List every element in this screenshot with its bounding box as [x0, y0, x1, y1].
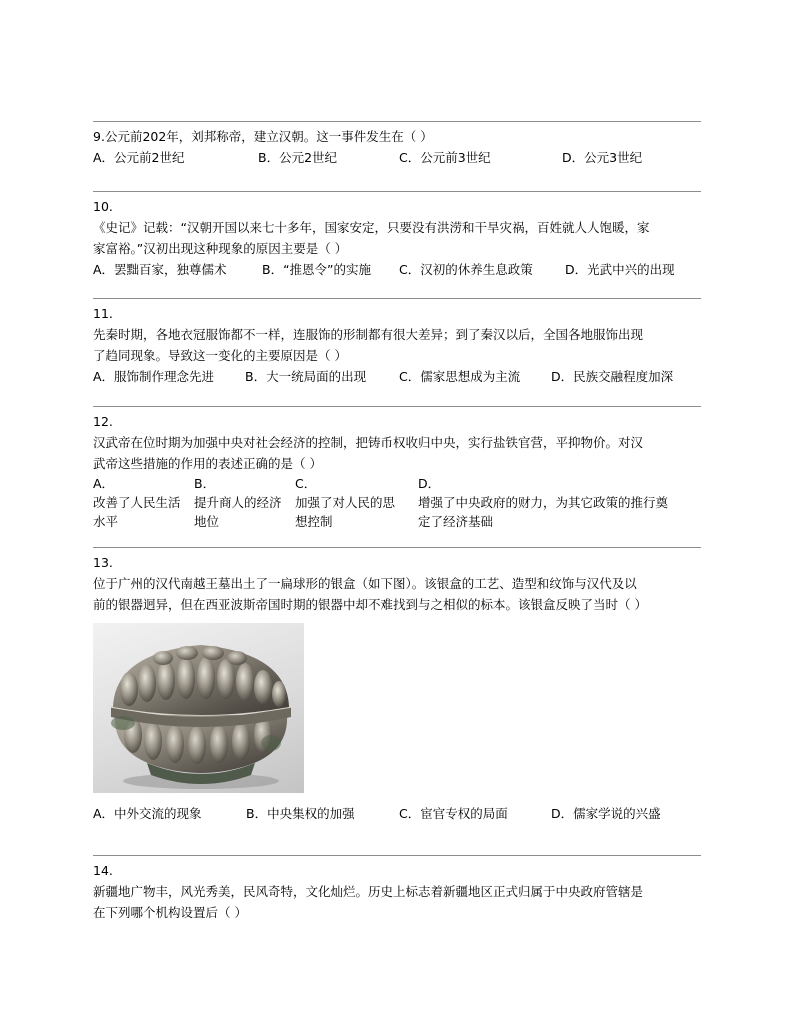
option-a[interactable]: [93, 474, 193, 531]
question-10: [93, 191, 701, 280]
option-b[interactable]: B．“推恩令”的实施: [262, 262, 372, 277]
option-grid: [93, 474, 701, 538]
option-letter: C．: [295, 476, 317, 491]
option-letter: A．: [93, 476, 115, 491]
option-c[interactable]: C．宦官专权的局面: [399, 806, 508, 821]
question-number: 12.: [93, 414, 113, 429]
separator-rule: [93, 406, 701, 407]
option-c[interactable]: C．公元前3世纪: [399, 150, 491, 165]
option-row: [93, 147, 701, 168]
option-text: 想控制: [295, 514, 333, 529]
question-number: 9.: [93, 129, 105, 144]
option-letter: B．: [194, 476, 216, 491]
option-letter: D．: [418, 476, 441, 491]
option-a[interactable]: A．中外交流的现象: [93, 806, 202, 821]
option-a[interactable]: A．公元前2世纪: [93, 150, 185, 165]
option-d[interactable]: [418, 474, 701, 531]
option-d[interactable]: D．民族交融程度加深: [551, 369, 674, 384]
stem-line: 《史记》记载：“汉朝开国以来七十多年，国家安定，只要没有洪涝和干旱灾祸，百姓就人人饱暖，家: [93, 220, 650, 235]
option-row: [93, 803, 701, 824]
option-d[interactable]: D．光武中兴的出现: [565, 262, 675, 277]
option-d[interactable]: D．公元3世纪: [562, 150, 643, 165]
option-row: [93, 259, 701, 280]
option-a[interactable]: A．服饰制作理念先进: [93, 369, 215, 384]
question-number: 14.: [93, 863, 113, 878]
option-row: [93, 366, 701, 387]
silver-box-illustration: [93, 623, 304, 793]
stem-line: 武帝这些措施的作用的表述正确的是（ ）: [93, 456, 322, 471]
option-text: 改善了人民生活: [93, 495, 181, 510]
stem-line: 新疆地广物丰，风光秀美，民风奇特，文化灿烂。历史上标志着新疆地区正式归属于中央政府管辖是: [93, 884, 644, 899]
option-b[interactable]: B．中央集权的加强: [246, 806, 355, 821]
question-number: 11.: [93, 306, 113, 321]
option-text: 提升商人的经济: [194, 495, 282, 510]
separator-rule: [93, 855, 701, 856]
stem-line: 家富裕。”汉初出现这种现象的原因主要是（ ）: [93, 241, 348, 256]
silver-box-photo: [93, 623, 304, 793]
option-text: 定了经济基础: [418, 514, 494, 529]
option-b[interactable]: [194, 474, 294, 531]
stem-line: 汉武帝在位时期为加强中央对社会经济的控制，把铸币权收归中央，实行盐铁官营，平抑物价。对汉: [93, 435, 644, 450]
option-b[interactable]: B．公元2世纪: [258, 150, 338, 165]
stem-line: 公元前202年，刘邦称帝，建立汉朝。这一事件发生在（ ）: [104, 129, 433, 144]
stem-line: 前的银器迥异，但在西亚波斯帝国时期的银器中却不难找到与之相似的标本。该银盒反映了当时（ ）: [93, 597, 647, 612]
separator-rule: [93, 191, 701, 192]
option-d[interactable]: D．儒家学说的兴盛: [551, 806, 661, 821]
stem-line: 先秦时期，各地衣冠服饰都不一样，连服饰的形制都有很大差异；到了秦汉以后，全国各地服饰出现: [93, 327, 644, 342]
question-number: 13.: [93, 555, 113, 570]
option-a[interactable]: A．罢黜百家，独尊儒术: [93, 262, 227, 277]
question-number: 10.: [93, 199, 113, 214]
separator-rule: [93, 547, 701, 548]
option-b[interactable]: B．大一统局面的出现: [245, 369, 367, 384]
stem-line: 了趋同现象。导致这一变化的主要原因是（ ）: [93, 348, 347, 363]
question-12: [93, 406, 701, 538]
question-13: [93, 547, 701, 824]
separator-rule: [93, 121, 701, 122]
question-11: [93, 298, 701, 387]
option-text: 地位: [194, 514, 220, 529]
question-9: [93, 121, 701, 168]
option-text: 水平: [93, 514, 119, 529]
question-14: [93, 855, 701, 923]
question-stem: [93, 126, 701, 147]
stem-line: 在下列哪个机构设置后（ ）: [93, 905, 247, 920]
option-c[interactable]: C．汉初的休养生息政策: [399, 262, 533, 277]
option-c[interactable]: [295, 474, 415, 531]
option-text: 加强了对人民的思: [295, 495, 396, 510]
option-text: 增强了中央政府的财力，为其它政策的推行奠: [418, 495, 669, 510]
option-c[interactable]: C．儒家思想成为主流: [399, 369, 521, 384]
stem-line: 位于广州的汉代南越王墓出土了一扁球形的银盒（如下图）。该银盒的工艺、造型和纹饰与汉代及以: [93, 576, 637, 591]
separator-rule: [93, 298, 701, 299]
